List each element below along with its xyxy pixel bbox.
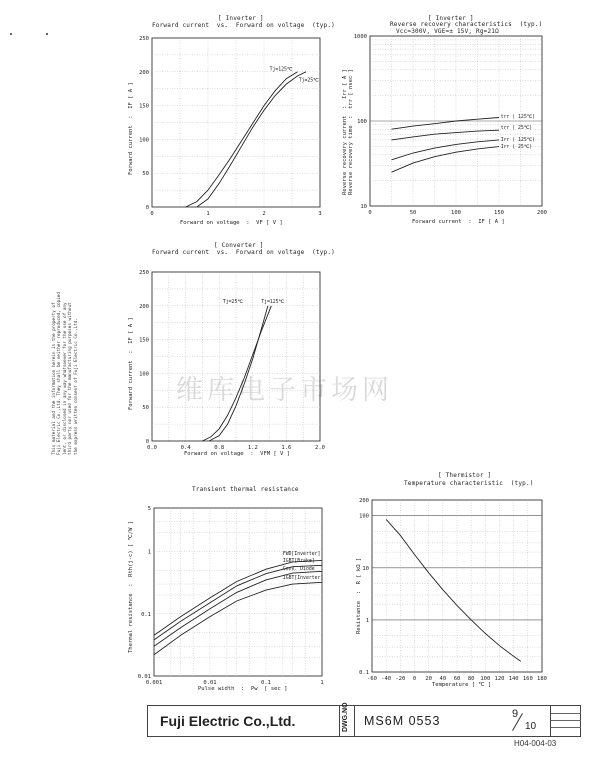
series-label: trr ( 25℃) [500,126,533,132]
x-tick-label: 120 [494,676,505,682]
x-axis-label: Pulse width : Pw [ sec ] [198,686,288,692]
y-tick-label: 1000 [353,34,367,40]
x-tick-label: 1.2 [247,445,258,451]
chart-title-tag: [ Inverter ] [428,15,474,22]
company-name: Fuji Electric Co.,Ltd. [160,713,296,729]
x-tick-label: 160 [522,676,533,682]
watermark: 维库电子市场网 [176,375,393,406]
chart-title-tag: [ Converter ] [214,242,264,249]
chart-title: Forward current vs. Forward on voltage (typ.) [152,249,335,256]
chart-title-tag: [ Thermistor ] [438,472,492,479]
dwg-no-box [339,702,355,736]
model-number: MS6M 0553 [364,714,441,728]
x-tick-label: 0.01 [203,680,217,686]
chart-transient-thermal [120,478,340,700]
series-label: Tj=125℃ [261,300,284,306]
chart-inverter-recovery-plot [340,10,555,230]
x-axis-label: Forward on voltage : VF [ V ] [180,220,283,226]
chart-subtitle: Vcc=300V, VGE=± 15V, Rg=21Ω [396,28,499,35]
series-label: Tj=125℃ [269,67,293,73]
series-label: IGBT[Brake] [282,558,315,564]
document-code: H04-004-03 [514,739,557,748]
y-tick-label: 250 [139,36,149,42]
x-tick-label: 60 [453,676,461,682]
x-axis-label: Temperature [ ℃ ] [432,682,492,688]
series-label: Tj=25℃ [222,300,243,306]
x-tick-label: -60 [367,676,377,682]
x-tick-label: 1 [320,680,324,686]
y-tick-label: 50 [142,171,149,178]
series-label: trr ( 125℃) [500,115,536,121]
y-tick-label: 0.01 [137,674,151,680]
x-tick-label: 50 [409,210,417,216]
chart-title: Transient thermal resistance [192,486,299,493]
y-tick-label: 5 [147,506,151,512]
series-label: Conv. Diode [282,567,315,573]
y-tick-label: 0 [145,439,149,445]
y-tick-label: 50 [142,405,149,412]
y-tick-label: 100 [139,371,149,378]
chart-converter-forward [120,238,345,463]
series-label: Irr ( 25℃) [500,145,533,151]
y-tick-label: 1 [365,617,369,624]
y-tick-label: 200 [139,69,149,76]
y-tick-label: 100 [359,513,369,520]
y-axis-label: Forward current : IF [ A ] [128,317,134,410]
series-line [392,140,500,160]
corner-dot-right [46,33,48,35]
x-tick-label: 180 [537,676,547,682]
y-tick-label: 250 [139,270,149,276]
y-tick-label: 100 [357,119,367,125]
corner-dot-left [10,33,12,35]
confidentiality-note [52,290,79,455]
y-tick-label: 0.1 [359,670,369,676]
chart-inverter-forward [120,10,345,230]
x-tick-label: 100 [451,210,461,216]
series-line [386,519,521,661]
y-tick-label: 1 [147,549,151,556]
x-tick-label: 0.4 [180,445,191,451]
y-tick-label: 150 [139,103,149,110]
x-tick-label: 0.8 [214,445,225,451]
x-tick-label: 1.6 [281,445,292,451]
chart-converter-forward-plot [120,238,345,463]
chart-thermistor [340,466,555,700]
series-label: Irr ( 125℃) [500,138,536,144]
y-tick-label: 200 [359,498,369,504]
x-tick-label: -40 [381,676,392,682]
x-tick-label: 0 [368,210,372,216]
x-tick-label: 0 [150,211,154,217]
chart-thermistor-plot [340,466,555,700]
x-tick-label: 80 [467,676,475,682]
series-label: IGBT[Inverter] [282,576,324,582]
revision-grid [550,706,581,736]
series-label: FWD[Inverter] [282,551,321,557]
page-number: 9 [512,708,519,720]
x-tick-label: 0.001 [145,680,163,686]
x-tick-label: 150 [494,210,504,216]
x-tick-label: 40 [439,676,447,682]
x-tick-label: 0 [412,676,417,682]
x-tick-label: 20 [425,676,432,682]
series-line [154,582,322,654]
y-axis-label: Resistance : R [ kΩ ] [356,557,362,634]
page-total: 10 [525,721,537,732]
x-tick-label: 2 [262,211,266,217]
y-tick-label: 0.1 [141,611,151,618]
x-tick-label: 100 [480,676,491,682]
chart-inverter-recovery [340,10,555,230]
x-tick-label: 1 [206,211,210,217]
chart-title-tag: [ Inverter ] [218,15,264,22]
y-axis-label: Forward current : IF [ A ] [128,82,134,175]
chart-title: Reverse recovery characteristics (typ.) [390,21,543,28]
x-tick-label: 0.0 [147,445,157,451]
x-tick-label: -20 [395,676,406,682]
chart-inverter-forward-plot [120,10,345,230]
x-tick-label: 3 [318,211,322,217]
y-tick-label: 200 [139,303,149,310]
x-axis-label: Forward current : IF [ A ] [412,219,505,225]
series-line [392,118,500,130]
chart-title: Forward current vs. Forward on voltage (typ.) [152,22,335,29]
chart-title: Temperature characteristic (typ.) [404,480,534,487]
chart-transient-thermal-plot [120,478,340,700]
x-tick-label: 0.1 [261,680,271,686]
dwg-no-label: DWG.NO [342,702,349,732]
x-tick-label: 140 [508,676,519,682]
confidentiality-text: This material and the information herein is the property of Fuji Electric Co.,Ltd. They shall be neither reproduced, copied lent, or disclosed in any way whatsoever for the use of any third party nor used for the manufacturing purposes without the express written consent of Fuji Electric Co.,Ltd. [52,292,79,455]
x-tick-label: 2.0 [315,445,325,451]
x-axis-label: Forward on voltage : VFM [ V ] [184,451,290,457]
y-tick-label: 10 [360,204,367,210]
series-line [392,130,500,140]
series-line [154,571,322,646]
y-axis-label: Thermal resistance : Rth(j-c) [ ℃/W ] [128,520,134,653]
y-tick-label: 10 [362,565,369,572]
series-label: Tj=25℃ [298,78,319,84]
y-tick-label: 150 [139,337,149,344]
y-axis-label: Reverse recovery current : Irr [ A ] Reverse recovery time : trr [ nsec ] [342,69,354,195]
y-tick-label: 100 [139,137,149,144]
x-tick-label: 200 [537,210,547,216]
y-tick-label: 0 [145,205,149,211]
series-line [392,147,500,173]
title-block [147,702,581,737]
